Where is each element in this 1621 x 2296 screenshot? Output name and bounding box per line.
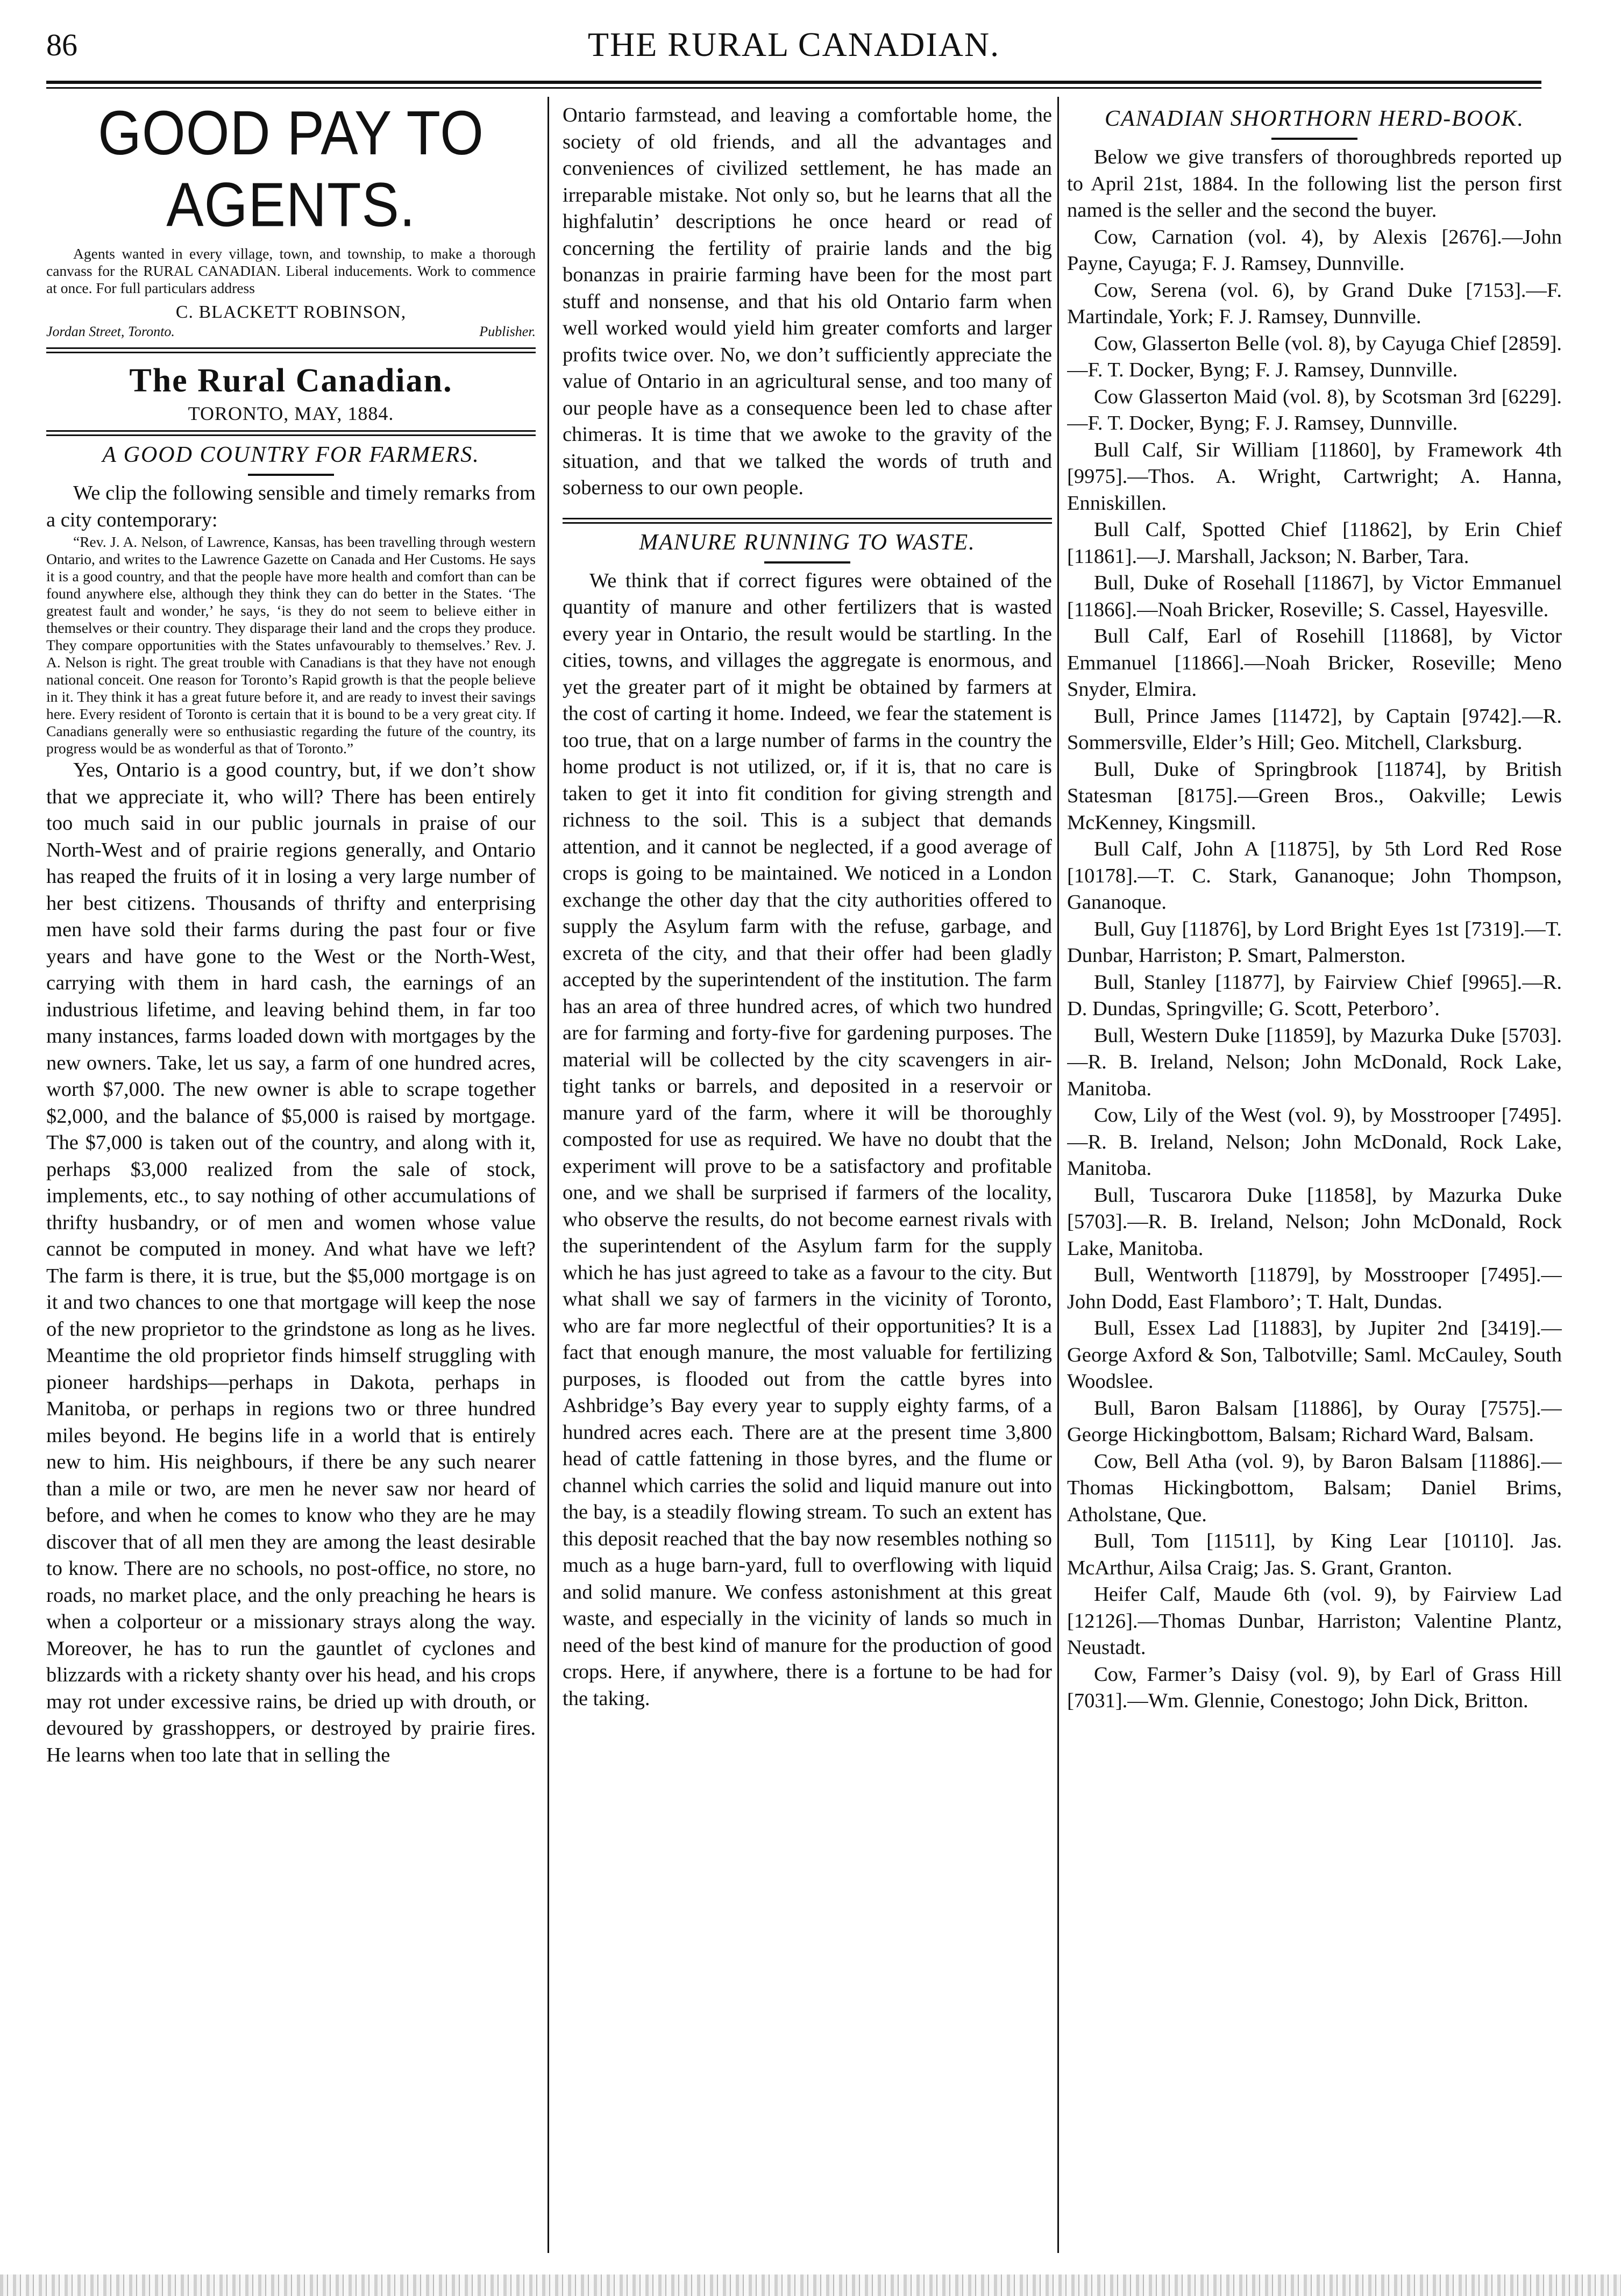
transfer-entry: Cow, Serena (vol. 6), by Grand Duke [7153].—F. Martindale, York; F. J. Ramsey, Dunnville. <box>1067 279 1562 328</box>
column-divider-1 <box>548 97 549 2253</box>
dateline: TORONTO, MAY, 1884. <box>188 403 394 424</box>
transfer-entry: Bull, Duke of Springbrook [11874], by British Statesman [8175].—Green Bros., Oakville; Lewis McKenney, Kingsmill. <box>1067 758 1562 834</box>
transfer-entry: Bull, Guy [11876], by Lord Bright Eyes 1st [7319].—T. Dunbar, Harriston; P. Smart, Palmerston. <box>1067 917 1562 967</box>
publisher-name: C. BLACKETT ROBINSON, <box>175 302 407 322</box>
section-rule <box>563 518 1052 524</box>
masthead-rule <box>46 347 536 353</box>
column-divider-2 <box>1057 97 1059 2253</box>
transfer-entry: Bull, Stanley [11877], by Fairview Chief [9965].—R. D. Dundas, Springville; G. Scott, Peterboro’. <box>1067 971 1562 1020</box>
transfer-entry: Bull, Tom [11511], by King Lear [10110]. Jas. McArthur, Ailsa Craig; Jas. S. Grant, Granton. <box>1067 1530 1562 1579</box>
transfer-entry: Bull Calf, Sir William [11860], by Framework 4th [9975].—Thos. A. Wright, Cartwright; A. Hanna, Enniskillen. <box>1067 438 1562 515</box>
article-intro: We clip the following sensible and timely remarks from a city contemporary: <box>46 482 536 531</box>
ad-text: Agents wanted in every village, town, and township, to make a thorough canvass for the RURAL CANADIAN. Liberal inducements. Work to commence at once. For full particulars address <box>46 245 536 296</box>
article-title: A GOOD COUNTRY FOR FARMERS. <box>102 443 480 467</box>
ad-headline: GOOD PAY TO AGENTS. <box>97 102 485 240</box>
transfer-entry: Cow, Lily of the West (vol. 9), by Mosstrooper [7495].—R. B. Ireland, Nelson; John McDonald, Rock Lake, Manitoba. <box>1067 1104 1562 1180</box>
page-edge-noise <box>0 2274 1621 2296</box>
dateline-rule <box>46 430 536 436</box>
article-title: MANURE RUNNING TO WASTE. <box>639 530 976 555</box>
section-gap <box>563 502 1052 512</box>
publisher-address: Jordan Street, Toronto. <box>46 324 175 339</box>
column-1 <box>46 102 536 2269</box>
column-2 <box>563 102 1052 2269</box>
transfer-entry: Bull Calf, John A [11875], by 5th Lord Red Rose [10178].—T. C. Stark, Gananoque; John Thompson, Gananoque. <box>1067 838 1562 914</box>
article-body: Yes, Ontario is a good country, but, if we don’t show that we appreciate it, who will? There has been entirely too much said in our public journals in praise of our North-West and of prairie regions generally, and Ontario has reaped the fruits of it in losing a very large number of her best citizens. Thousands of thrifty and enterprising men have sold their farms during the past four or five years and have gone to the West or the North-West, carrying with them in hard cash, the earnings of an industrious lifetime, and leaving behind them, in far too many instances, farms loaded down with mortgages by the new owners. Take, let us say, a farm of one hundred acres, worth $7,000. The new owner is able to scrape together $2,000, and the balance of $5,000 is raised by mortgage. The $7,000 is taken out of the country, and along with it, perhaps $3,000 realized from the sale of stock, implements, etc., to say nothing of other accumulations of thrifty husbandry, or of men and women whose value cannot be computed in money. And what have we left? The farm is there, it is true, but the $5,000 mortgage is on it and two chances to one that mortgage will keep the nose of the new proprietor to the grindstone as long as he lives. Meantime the old proprietor finds himself struggling with pioneer hardships—perhaps in Dakota, perhaps in Manitoba, or perhaps in regions two or three hundred miles beyond. He begins life in a world that is entirely new to him. His neighbours, if there be any such nearer than a mile or two, are men he never saw nor heard of before, and when he comes to know who they are he may discover that of all men they are among the least desirable to know. There are no schools, no post-office, no store, no roads, no market place, and the only preaching he hears is when a colporteur or a missionary strays along the way. Moreover, he has to run the gauntlet of cyclones and blizzards with a rickety shanty over his head, and his crops may rot under excessive rains, be dried up with drouth, or devoured by grasshoppers, or destroyed by prairie fires. He learns when too late that in selling the <box>46 759 536 1766</box>
transfer-entry: Cow, Bell Atha (vol. 9), by Baron Balsam [11886].—Thomas Hickingbottom, Balsam; Daniel Brims, Atholstane, Que. <box>1067 1450 1562 1526</box>
transfer-entry: Bull, Baron Balsam [11886], by Ouray [7575].—George Hickingbottom, Balsam; Richard Ward, Balsam. <box>1067 1396 1562 1446</box>
transfer-entry: Cow, Farmer’s Daisy (vol. 9), by Earl of Grass Hill [7031].—Wm. Glennie, Conestogo; John Dick, Britton. <box>1067 1663 1562 1712</box>
article-quote: “Rev. J. A. Nelson, of Lawrence, Kansas, has been travelling through western Ontario, and writes to the Lawrence Gazette on Canada and Her Customs. He says it is a good country, and that the people have more health and comfort than can be found anywhere else, although they think they can do better in the States. ‘The greatest fault and wonder,’ he says, ‘is they do not seem to believe either in themselves or their country. They disparage their land and the crops they produce. They compare opportunities with the States unfavourably to themselves.’ Rev. J. A. Nelson is right. The great trouble with Canadians is that they have not enough national conceit. One reason for Toronto’s Rapid growth is that the people believe in it. They think it has a great future before it, and are ready to invest their savings here. Every resident of Toronto is certain that it is bound to be a very great city. If Canadians generally were so enthusiastic regarding the future of the country, its progress would be as wonderful as that of Toronto.” <box>46 533 536 757</box>
publisher-line <box>46 324 536 340</box>
title-rule <box>764 561 850 564</box>
page-number: 86 <box>46 27 77 62</box>
transfer-entry: Bull, Western Duke [11859], by Mazurka Duke [5703].—R. B. Ireland, Nelson; John McDonald, Rock Lake, Manitoba. <box>1067 1024 1562 1100</box>
article-body: We think that if correct figures were obtained of the quantity of manure and other fertilizers that is wasted every year in Ontario, the result would be startling. In the cities, towns, and villages the aggregate is enormous, and yet the greater part of it might be obtained by farmers at the cost of carting it home. Indeed, we fear the statement is too true, that on a large number of farms in the country the home product is not utilized, or, if it is, that no care is taken to get it into fit condition for giving strength and richness to the soil. This is a subject that demands attention, and it cannot be neglected, if a good average of crops is going to be maintained. We noticed in a London exchange the other day that the city authorities offered to supply the Asylum farm with the refuse, garbage, and excreta of the city, and that their offer had been gladly accepted by the superintendent of the institution. The farm has an area of three hundred acres, of which two hundred are for farming and forty-five for gardening purposes. The material will be collected by the city scavengers in air-tight tanks or barrels, and deposited in a reservoir or manure yard of the farm, where it will be thoroughly composted for use as required. We have no doubt that the experiment will prove to be a satisfactory and profitable one, and we shall be surprised if farmers of the locality, who observe the results, do not become earnest rivals with the superintendent of the Asylum farm for the supply which he has just agreed to take as a favour to the city. But what shall we say of farmers in the vicinity of Toronto, who are far more neglectful of their opportunities? It is a fact that enough manure, the most valuable for fertilizing purposes, is flooded out from the cattle byres into Ashbridge’s Bay every year to supply eighty farms, of a hundred acres each. There are at the present time 3,800 head of cattle fattening in those byres, and the flume or channel which carries the solid and liquid manure out into the bay, is a steadily flowing stream. To such an extent has this deposit reached that the bay now resembles nothing so much as a huge barn-yard, full to overflowing with liquid and solid manure. We confess astonishment at this great waste, and especially in the vicinity of lands so much in need of the best kind of manure for the production of good crops. Here, if anywhere, there is a fortune to be had for the taking. <box>563 569 1052 1710</box>
journal-title: THE RURAL CANADIAN. <box>587 25 1000 63</box>
page-header <box>46 22 1541 86</box>
transfer-entry: Bull, Prince James [11472], by Captain [9742].—R. Sommersville, Elder’s Hill; Geo. Mitchell, Clarksburg. <box>1067 704 1562 754</box>
transfer-entry: Bull Calf, Earl of Rosehill [11868], by Victor Emmanuel [11866].—Noah Bricker, Roseville; Meno Snyder, Elmira. <box>1067 625 1562 701</box>
transfer-entry: Bull, Tuscarora Duke [11858], by Mazurka Duke [5703].—R. B. Ireland, Nelson; John McDonald, Rock Lake, Manitoba. <box>1067 1183 1562 1260</box>
transfer-entry: Bull, Essex Lad [11883], by Jupiter 2nd [3419].—George Axford & Son, Talbotville; Saml. McCauley, South Woodslee. <box>1067 1317 1562 1393</box>
transfer-entry: Cow Glasserton Maid (vol. 8), by Scotsman 3rd [6229].—F. T. Docker, Byng; F. J. Ramsey, Dunnville. <box>1067 385 1562 434</box>
transfer-entry: Bull, Duke of Rosehall [11867], by Victor Emmanuel [11866].—Noah Bricker, Roseville; S. Cassel, Hayesville. <box>1067 572 1562 621</box>
article-intro: Below we give transfers of thoroughbreds reported up to April 21st, 1884. In the following list the person first named is the seller and the second the buyer. <box>1067 146 1562 222</box>
header-rule-top <box>46 81 1541 84</box>
title-rule <box>248 474 334 476</box>
transfer-entry: Cow, Glasserton Belle (vol. 8), by Cayuga Chief [2859].—F. T. Docker, Byng; F. J. Ramsey, Dunnville. <box>1067 332 1562 381</box>
transfer-entry: Bull Calf, Spotted Chief [11862], by Erin Chief [11861].—J. Marshall, Jackson; N. Barber, Tara. <box>1067 518 1562 568</box>
masthead: The Rural Canadian. <box>129 362 453 399</box>
publisher-role: Publisher. <box>479 324 536 339</box>
column-3 <box>1067 102 1562 2269</box>
article-title: CANADIAN SHORTHORN HERD-BOOK. <box>1104 106 1525 131</box>
transfer-entry: Heifer Calf, Maude 6th (vol. 9), by Fairview Lad [12126].—Thomas Dunbar, Harriston; Valentine Plantz, Neustadt. <box>1067 1583 1562 1659</box>
header-rule-bottom <box>46 87 1541 89</box>
transfer-list <box>1067 224 1562 1715</box>
transfer-entry: Cow, Carnation (vol. 4), by Alexis [2676].—John Payne, Cayuga; F. J. Ramsey, Dunnville. <box>1067 225 1562 275</box>
transfer-entry: Bull, Wentworth [11879], by Mosstrooper [7495].—John Dodd, East Flamboro’; T. Halt, Dundas. <box>1067 1264 1562 1313</box>
title-rule <box>1271 138 1357 140</box>
article-continuation: Ontario farmstead, and leaving a comfortable home, the society of old friends, and all the advantages and conveniences of civilized settlement, he has made an irreparable mistake. Not only so, but he learns that all the highfalutin’ descriptions he once heard or read of concerning the fertility of prairie lands and the big bonanzas in prairie farming have been for the most part stuff and nonsense, and that his old Ontario farm when well worked would yield him greater comforts and larger profits twice over. No, we don’t sufficiently appreciate the value of Ontario in an agricultural sense, and too many of our people have as a consequence been led to chase after chimeras. It is time that we awoke to the gravity of the situation, and that we talked the words of truth and soberness to our own people. <box>563 104 1052 499</box>
